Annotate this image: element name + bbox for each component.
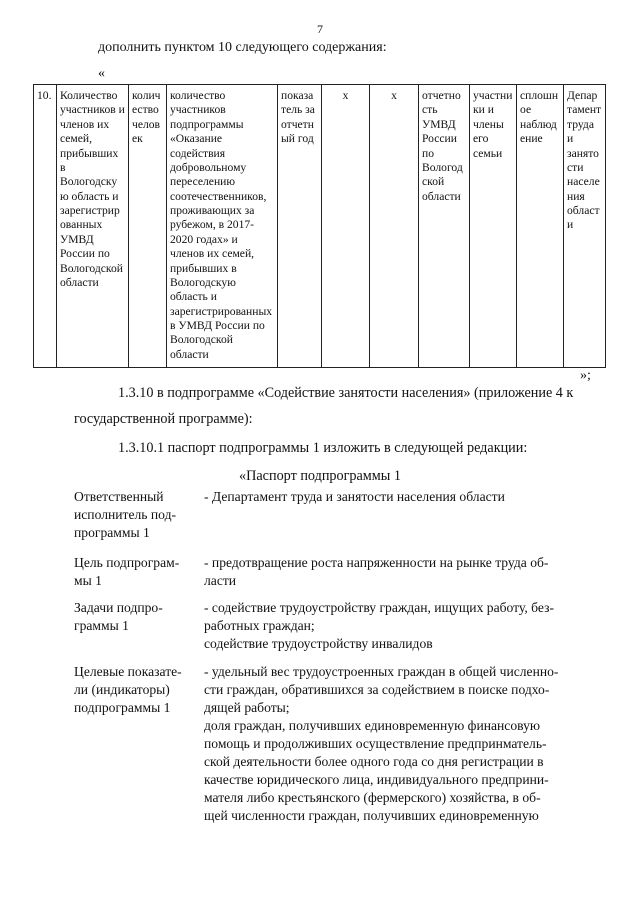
paragraph-1-3-10-continued: государственной программе): [74, 411, 253, 427]
passport-goal-value: - предотвращение роста напряженности на рынке труда об- ласти [204, 555, 549, 588]
passport-tasks-value: - содействие трудоустройству граждан, ищущих работу, без- работных граждан; содействие трудоустройству инвалидов [204, 600, 554, 651]
cell-time-characteristic: показатель за отчетный год [278, 85, 322, 368]
cell-basic-indicators: х [370, 85, 419, 368]
cell-indicator: Количество участников и членов их семей, прибывших в Вологодскую область и зарегистрированных УМВД России по Вологодской области [57, 85, 129, 368]
cell-responsible: Департамент труда и занятости населения области [564, 85, 606, 368]
cell-algorithm: х [322, 85, 370, 368]
opening-quote: « [98, 66, 105, 81]
passport-title: «Паспорт подпрограммы 1 [239, 468, 401, 484]
passport-indicators-value: - удельный вес трудоустроенных граждан в общей численно- сти граждан, обратившихся за содействием в поиске подхо- дящей работы; доля граждан, получивших единовременную финансовую помощь и продолживших осуществление предпринматель- ской деятельности более одного года со дня регистрации в качестве юридического лица, индивидуального предприни- мателя либо крестьянского (фермерского) хозяйства, в об- щей численности граждан, получивших единовременную [204, 664, 559, 823]
cell-definition: количество участников подпрограммы «Оказание содействия добровольному переселению соотечественников, проживающих за рубежом, в 2017-2020 годах» и членов их семей, прибывших в Вологодскую область и зарегистрированных в УМВД России по Вологодской области [167, 85, 278, 368]
passport-goal-label: Цель подпрограм- мы 1 [74, 555, 180, 588]
table-row [34, 85, 606, 368]
passport-responsible-label: Ответственный исполнитель под- программы 1 [74, 489, 177, 540]
passport-indicators-label: Целевые показате- ли (индикаторы) подпрограммы 1 [74, 664, 182, 715]
passport-responsible-value: - Департамент труда и занятости населения области [204, 489, 505, 504]
passport-tasks-label: Задачи подпро- граммы 1 [74, 600, 163, 633]
paragraph-1-3-10: 1.3.10 в подпрограмме «Содействие занятости населения» (приложение 4 к [118, 385, 574, 401]
cell-coverage: сплошное наблюдение [517, 85, 564, 368]
page-number: 7 [317, 22, 323, 36]
cell-observation-unit: участники и члены его семьи [470, 85, 517, 368]
intro-text: дополнить пунктом 10 следующего содержания: [98, 40, 387, 55]
cell-number: 10. [34, 85, 57, 368]
cell-unit: количество человек [129, 85, 167, 368]
closing-quote: »; [580, 368, 591, 383]
paragraph-1-3-10-1: 1.3.10.1 паспорт подпрограммы 1 изложить в следующей редакции: [118, 440, 528, 456]
indicator-table [33, 84, 606, 368]
cell-collection-method: отчетность УМВД России по Вологодской области [419, 85, 470, 368]
